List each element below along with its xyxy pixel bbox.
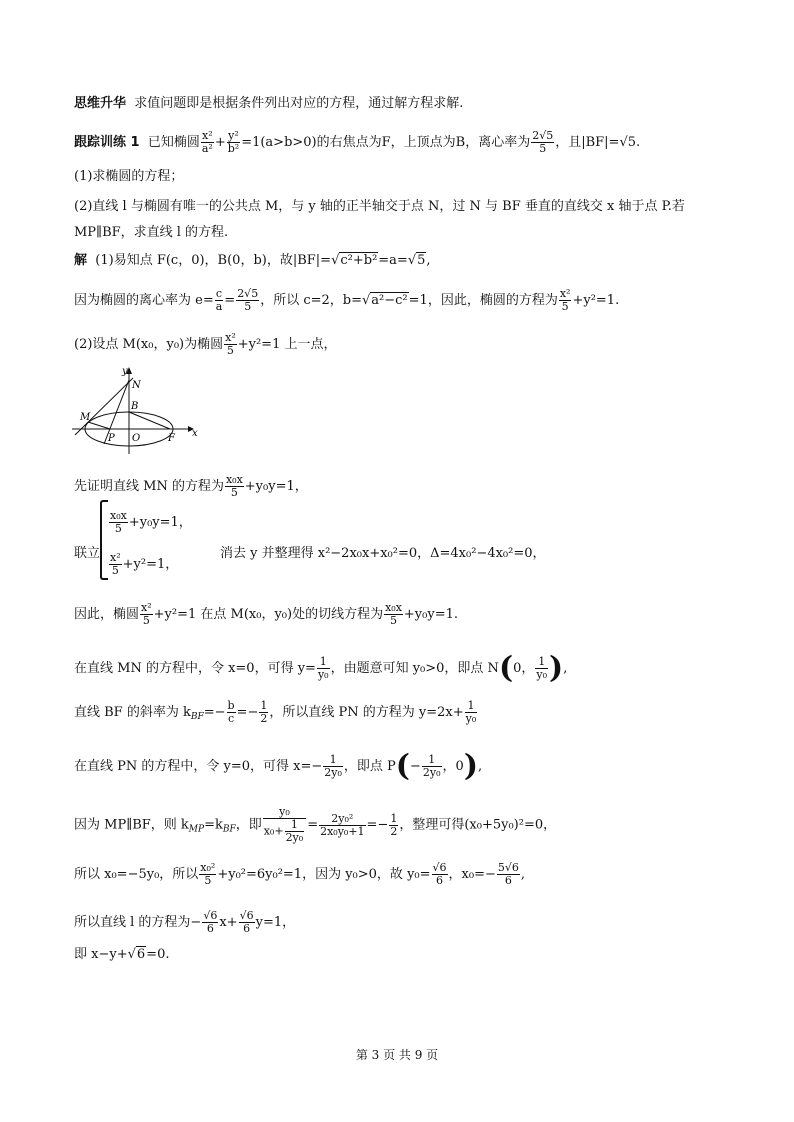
text: .	[636, 135, 641, 150]
text: +y²=1，	[122, 557, 179, 572]
text: (1)易知点 F(c，0)，B(0，b)，故|BF|=	[95, 253, 332, 268]
text: ，由题意可知 y₀>0，即点 N	[330, 661, 499, 676]
text: 所以直线 l 的方程为−	[74, 915, 202, 930]
label-x: x	[192, 428, 198, 439]
den	[263, 819, 306, 844]
den: 5	[561, 300, 569, 313]
lianli-label: 联立	[74, 546, 101, 561]
label-b: B	[131, 401, 139, 412]
num: 1	[260, 699, 268, 712]
fraction	[202, 910, 218, 935]
den: 2y₀	[324, 766, 342, 779]
fraction	[422, 754, 442, 779]
num: 1	[323, 754, 343, 767]
num: x₀x	[225, 473, 243, 486]
heading-genzong: 跟踪训练 1	[74, 135, 140, 150]
text: =a=	[378, 253, 408, 268]
paren-right: )	[463, 748, 479, 784]
den: a	[215, 300, 223, 313]
den: 5	[230, 486, 238, 499]
line-12: 在直线 MN 的方程中，令 x=0，可得 y= $\frac{1}{\text{y₀}}$ ，由题意可知 y₀>0，即点 N(0， $\frac{1}{\text{y₀}}$ ),	[74, 650, 568, 686]
system-conclusion: 消去 y 并整理得 x²−2x₀x+x₀²=0，Δ=4x₀²−4x₀²=0，	[220, 546, 546, 561]
num: x₀x	[110, 509, 127, 522]
sqrt: a²−c²	[371, 293, 408, 308]
num: 2√5	[237, 287, 259, 300]
fraction	[109, 510, 128, 535]
den: 5	[114, 522, 122, 535]
den: 6	[206, 922, 214, 935]
subscript: BF	[222, 824, 236, 835]
num: 2y₀²	[319, 813, 365, 826]
line-14: 在直线 PN 的方程中，令 y=0，可得 x=− $\frac{1}{\text{2y₀}}$ ，即点 P(− $\frac{1}{\text{2y₀}}$ ，0),	[74, 748, 483, 784]
paren-right: )	[549, 650, 564, 686]
den: 6	[504, 874, 512, 887]
text: +y₀y=1.	[403, 607, 458, 622]
line-mp	[88, 422, 110, 429]
text: +y₀y=1，	[244, 479, 308, 494]
text: +y²=1 在点 M(x₀，y₀)处的切线方程为	[153, 607, 384, 622]
page-footer: 第 3 页 共 9 页	[355, 1048, 439, 1062]
text: 已知椭圆	[147, 135, 200, 150]
label-f: F	[168, 433, 175, 444]
text: ，所以 c=2，b=	[260, 293, 362, 308]
num: b	[227, 699, 235, 712]
den: 6	[243, 922, 251, 935]
fraction	[263, 806, 306, 844]
text: +y₀y=1，	[128, 515, 192, 530]
subscript: BF	[190, 712, 204, 722]
num: √6	[203, 909, 218, 922]
line-4: (2)直线 l 与椭圆有唯一的公共点 M，与 y 轴的正半轴交于点 N，过 N 与 BF 垂直的直线交 x 轴于点 P.若	[74, 199, 685, 214]
num: √6	[239, 909, 254, 922]
line-1	[74, 95, 463, 113]
text: +y₀²=6y₀²=1，因为 y₀>0，故 y₀=	[217, 867, 431, 882]
text: 先证明直线 MN 的方程为	[74, 479, 224, 494]
text: x+	[219, 915, 238, 930]
label-n: N	[132, 380, 141, 391]
num: √6	[432, 861, 447, 874]
num: x₀x	[385, 601, 402, 614]
sqrt: 6	[136, 947, 146, 962]
tangent-line-mn	[75, 378, 133, 435]
paren-left: (	[395, 748, 410, 784]
text: ，即点 P	[343, 759, 396, 774]
den: 5	[204, 874, 212, 887]
label-y: y	[122, 366, 128, 377]
text: 0，	[513, 661, 535, 676]
fraction	[199, 862, 216, 887]
text: +y²=1.	[572, 293, 620, 308]
num: 2√5	[532, 129, 554, 142]
fraction	[389, 813, 398, 838]
den: 5	[111, 564, 119, 577]
num: x²	[141, 601, 152, 614]
fraction	[239, 910, 255, 935]
fraction	[201, 130, 214, 155]
den-a: x₀+	[263, 824, 284, 838]
system-brace	[100, 500, 108, 580]
ellipse-figure	[70, 362, 200, 458]
line-18: 即 x−y+√6=0.	[74, 947, 170, 962]
fraction	[225, 474, 244, 499]
num: x²	[225, 331, 236, 344]
den: b²	[227, 142, 240, 155]
num: y₀	[263, 806, 306, 819]
label-m: M	[80, 412, 91, 423]
sqrt: c²+b²	[340, 253, 378, 268]
den: 5	[244, 300, 252, 313]
den: y₀	[317, 668, 329, 681]
num: x²	[202, 129, 213, 142]
den: 2	[260, 712, 268, 725]
text: 因为椭圆的离心率为 e=	[74, 293, 214, 308]
num: y²	[228, 129, 239, 142]
system-row-1	[108, 510, 192, 535]
line-2: 跟踪训练 1 已知椭圆 $\frac{\text{x²}}{\text{a²}}$ + $\frac{\text{y²}}{\text{b²}}$ =1(a>b>0)的右焦点为F，上顶点为B，离心率为 $\frac{2√5}{5}$ ，且|BF|=√5.	[74, 129, 641, 155]
line-16	[74, 862, 525, 887]
text: 在直线 PN 的方程中，令 y=0，可得 x=−	[74, 759, 323, 774]
fraction	[323, 754, 343, 779]
sqrt: √5	[619, 135, 637, 150]
fraction	[319, 813, 365, 838]
num: 1	[390, 811, 398, 825]
fraction	[432, 862, 448, 887]
system-row-2	[108, 552, 178, 577]
fraction	[531, 130, 554, 155]
num: 1	[285, 819, 305, 832]
line-9	[74, 474, 308, 499]
fraction	[140, 602, 153, 627]
fraction	[384, 602, 403, 627]
text: 所以 x₀=−5y₀，所以	[74, 867, 199, 882]
den: 2y₀	[285, 831, 304, 844]
den: 6	[436, 874, 444, 887]
text: ，即	[235, 817, 262, 833]
num: 5√6	[497, 861, 519, 874]
num: x₀²	[200, 861, 216, 874]
text: =k	[204, 817, 223, 833]
text: 因此，椭圆	[74, 607, 140, 622]
fraction	[259, 700, 268, 725]
sqrt: 5	[417, 253, 426, 268]
den: 2	[390, 824, 398, 838]
fraction	[559, 288, 572, 313]
num: 1	[422, 754, 442, 767]
den: a²	[201, 142, 213, 155]
line-11	[74, 602, 458, 627]
text: ，整理可得(x₀+5y₀)²=0，	[399, 817, 557, 833]
den: 5	[142, 614, 150, 627]
inner-fraction	[285, 819, 305, 844]
text: 即 x−y+	[74, 947, 128, 962]
fraction	[109, 552, 122, 577]
line-7: 因为椭圆的离心率为 e= $\frac{c}{a}$ = $\frac{2√5}{5}$ ，所以 c=2，b=√a²−c²=1，因此，椭圆的方程为 $\frac{\text{x²}}{5}$ +y²=1.	[74, 287, 620, 313]
line-bf	[129, 412, 170, 429]
label-jie: 解	[74, 253, 88, 268]
den: c	[227, 712, 235, 725]
text: ，x₀=−	[448, 867, 496, 882]
line-5: MP∥BF，求直线 l 的方程.	[74, 225, 229, 240]
fraction	[497, 862, 520, 887]
text: ,	[426, 253, 431, 268]
den: y₀	[536, 668, 548, 681]
den: 2y₀	[422, 766, 441, 779]
text: 因为 MP∥BF，则 k	[74, 817, 189, 833]
fraction	[215, 288, 224, 313]
num: c	[215, 287, 223, 300]
text: −	[410, 759, 421, 774]
heading-siwei: 思维升华	[74, 96, 127, 111]
line-15: 因为 MP∥BF，则 $k_{MP}=k_{BF}$，即 y₀ x₀+ $\frac{1}{\text{2y₀}}$ = $\frac{\text{2y₀²}}{\text{2x₀y₀+1}}$ =− $\frac{1}{2}$ ，整理可得(x₀+5y₀)²=0，	[74, 805, 557, 844]
text: =0.	[146, 947, 170, 962]
text: =−	[236, 705, 259, 720]
text: ，0	[442, 759, 464, 774]
fraction	[465, 700, 478, 725]
num: x²	[110, 551, 121, 564]
den: 2x₀y₀+1	[320, 824, 365, 838]
text: =1(a>b>0)的右焦点为F，上顶点为B，离心率为	[241, 135, 531, 150]
label-o: O	[132, 433, 141, 444]
fraction	[535, 656, 548, 681]
num: x²	[559, 287, 571, 300]
text: y=1，	[255, 915, 296, 930]
fraction	[224, 332, 237, 357]
line-6: 解 (1)易知点 F(c，0)，B(0，b)，故|BF|=√c²+b²=a=√5,	[74, 253, 431, 268]
text: +y²=1 上一点，	[237, 337, 337, 352]
num: 1	[535, 656, 548, 669]
line-8	[74, 332, 336, 357]
text: ,	[520, 867, 526, 882]
text: ，所以直线 PN 的方程为 y=2x+	[269, 705, 464, 720]
num: 1	[465, 700, 478, 713]
label-p: P	[108, 433, 115, 444]
line-3: (1)求椭圆的方程；	[74, 169, 184, 184]
subscript: MP	[188, 824, 205, 835]
den: 5	[389, 614, 397, 627]
den: 5	[226, 344, 234, 357]
text: (2)设点 M(x₀，y₀)为椭圆	[74, 337, 224, 352]
fraction	[236, 288, 259, 313]
line-13	[74, 700, 478, 726]
den: y₀	[465, 712, 477, 725]
num: 1	[317, 656, 330, 669]
text: =−	[203, 705, 226, 720]
line-17	[74, 910, 295, 935]
text: 求值问题即是根据条件列出对应的方程，通过解方程求解.	[134, 96, 464, 111]
text: =−	[366, 817, 389, 833]
text: =1，因此，椭圆的方程为	[408, 293, 558, 308]
text: 在直线 MN 的方程中，令 x=0，可得 y=	[74, 661, 316, 676]
text: 直线 BF 的斜率为 k	[74, 705, 191, 720]
fraction	[227, 130, 240, 155]
text: ，且|BF|=	[555, 135, 620, 150]
paren-left: (	[498, 650, 514, 686]
fraction	[227, 700, 236, 725]
fraction	[317, 656, 330, 681]
den: 5	[539, 142, 547, 155]
